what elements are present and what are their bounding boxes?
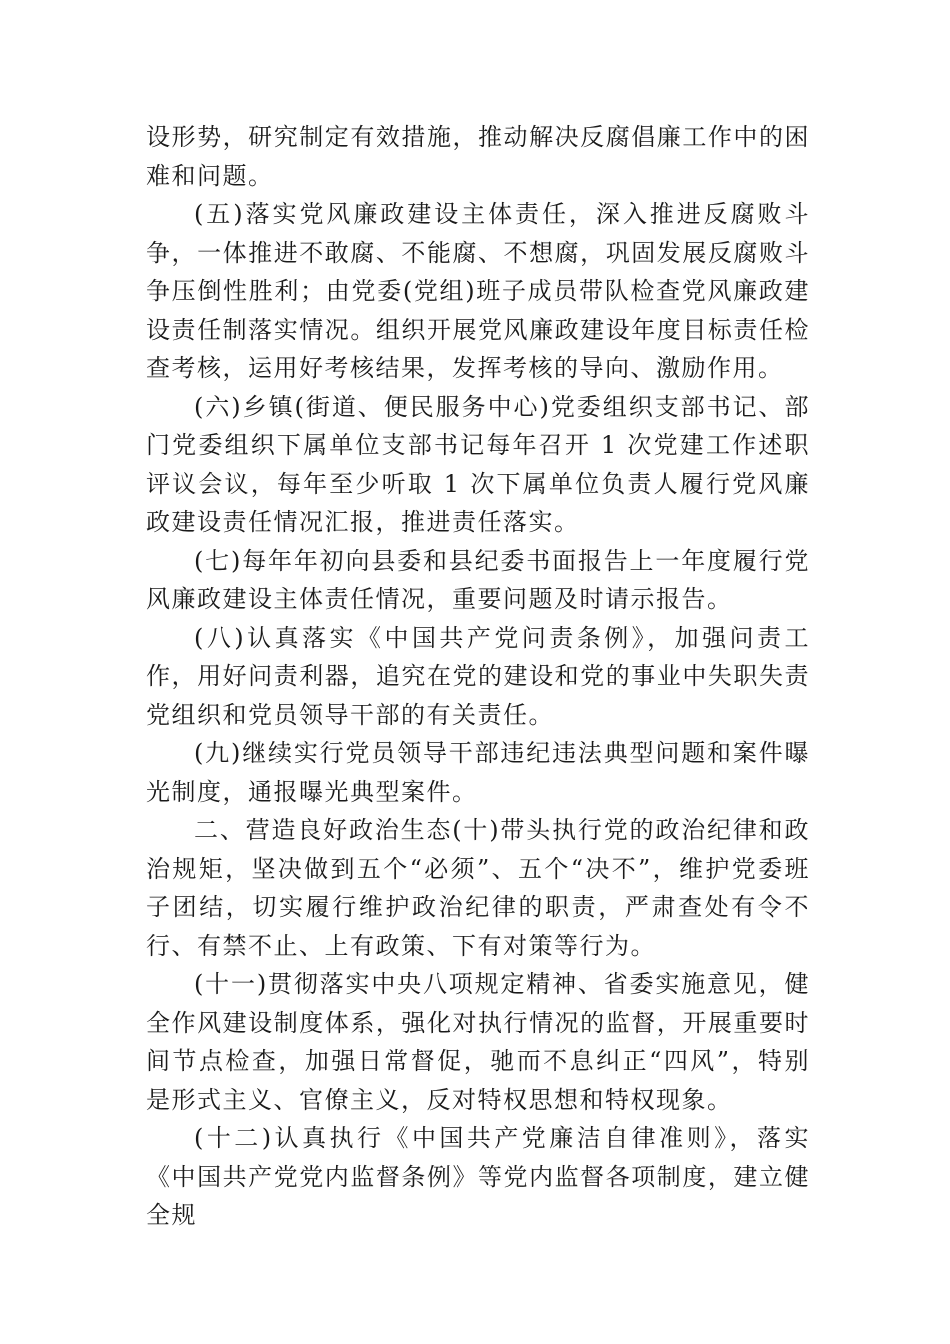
paragraph-section-2-item-10: 二、营造良好政治生态(十)带头执行党的政治纪律和政治规矩，坚决做到五个“必须”、五个“决不”，维护党委班子团结，切实履行维护政治纪律的职责，严肃查处有令不行、有禁不止、上有政策、下有对策等行为。 bbox=[146, 816, 810, 960]
paragraph-item-11: (十一)贯彻落实中央八项规定精神、省委实施意见，健全作风建设制度体系，强化对执行情况的监督，开展重要时间节点检查，加强日常督促，驰而不息纠正“四风”，特别是形式主义、官僚主义，反对特权思想和特权现象。 bbox=[146, 970, 810, 1114]
paragraph-item-12: (十二)认真执行《中国共产党廉洁自律准则》，落实《中国共产党党内监督条例》等党内监督各项制度，建立健全规 bbox=[146, 1124, 810, 1229]
paragraph-item-7: (七)每年年初向县委和县纪委书面报告上一年度履行党风廉政建设主体责任情况，重要问题及时请示报告。 bbox=[146, 546, 810, 613]
paragraph-item-5: (五)落实党风廉政建设主体责任，深入推进反腐败斗争，一体推进不敢腐、不能腐、不想腐，巩固发展反腐败斗争压倒性胜利；由党委(党组)班子成员带队检查党风廉政建设责任制落实情况。组织开展党风廉政建设年度目标责任检查考核，运用好考核结果，发挥考核的导向、激励作用。 bbox=[146, 200, 810, 382]
paragraph-item-9: (九)继续实行党员领导干部违纪违法典型问题和案件曝光制度，通报曝光典型案件。 bbox=[146, 739, 810, 806]
document-body bbox=[146, 118, 810, 1235]
paragraph-item-6: (六)乡镇(街道、便民服务中心)党委组织支部书记、部门党委组织下属单位支部书记每年召开 1 次党建工作述职评议会议，每年至少听取 1 次下属单位负责人履行党风廉政建设责任情况汇报，推进责任落实。 bbox=[146, 392, 810, 536]
paragraph-continuation: 设形势，研究制定有效措施，推动解决反腐倡廉工作中的困难和问题。 bbox=[146, 123, 810, 190]
paragraph-item-8: (八)认真落实《中国共产党问责条例》，加强问责工作，用好问责利器，追究在党的建设和党的事业中失职失责党组织和党员领导干部的有关责任。 bbox=[146, 623, 810, 729]
